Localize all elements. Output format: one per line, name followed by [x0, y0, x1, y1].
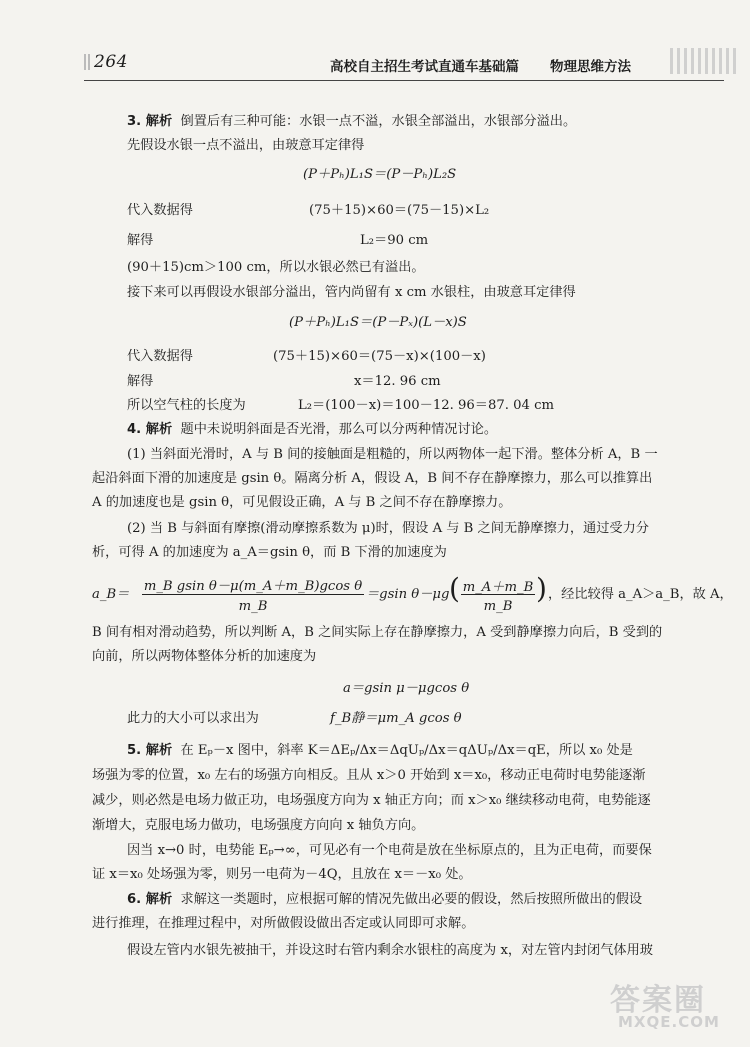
- s3-sol1-label: 解得: [127, 233, 154, 248]
- aB-denominator: m_B: [238, 599, 268, 614]
- s5-line-5: 因当 x→0 时，电势能 Eₚ→∞，可见必有一个电荷是放在坐标原点的，且为正电荷，而要保: [127, 843, 652, 858]
- s3-sub1-label: 代入数据得: [127, 203, 193, 218]
- s5-number: 5. 解析: [127, 743, 173, 758]
- s5-line-3: 减少，则必然是电场力做正功，电场强度方向为 x 轴正方向；而 x＞x₀ 继续移动电荷，电势能逐: [92, 793, 651, 808]
- s4-p2-line-5: 向前，所以两物体整体分析的加速度为: [92, 649, 317, 664]
- s6-line-1: [127, 892, 642, 908]
- s5-l1-text: 在 Eₚ－x 图中，斜率 K＝ΔEₚ/Δx＝ΔqUₚ/Δx＝qΔUₚ/Δx＝qE，所以 x₀ 处是: [180, 743, 633, 758]
- s6-number: 6. 解析: [127, 892, 173, 907]
- s3-line-2: 先假设水银一点不溢出，由玻意耳定律得: [127, 138, 365, 153]
- s5-line-2: 场强为零的位置，x₀ 左右的场强方向相反。且从 x＞0 开始到 x＝x₀，移动正电荷时电势能逐渐: [92, 768, 646, 783]
- page-header: [84, 46, 724, 78]
- s5-line-6: 证 x＝x₀ 处场强为零，则另一电荷为－4Q，且放在 x＝－x₀ 处。: [92, 867, 472, 882]
- left-paren: (: [449, 572, 460, 605]
- watermark-top-text: 答案圈: [610, 983, 706, 1018]
- s4-p2-line-2: 析，可得 A 的加速度为 a_A＝gsin θ，而 B 下滑的加速度为: [92, 545, 447, 560]
- aB-numerator: m_B gsin θ－μ(m_A＋m_B)gcos θ: [143, 579, 363, 594]
- header-rule: [84, 80, 724, 81]
- s4-p1-line-1: (1) 当斜面光滑时，A 与 B 间的接触面是粗糙的，所以两物体一起下滑。整体分析 A，B 一: [127, 447, 658, 462]
- aB-fraction-bar: [142, 594, 364, 595]
- s3-number: 3. 解析: [127, 114, 173, 129]
- s4-line-1: [127, 422, 497, 438]
- s3-line-7: 接下来可以再假设水银部分溢出，管内尚留有 x cm 水银柱，由玻意耳定律得: [127, 285, 576, 300]
- s4-force-label: 此力的大小可以求出为: [127, 711, 259, 726]
- s3-air-equation: L₂＝(100－x)＝100－12. 96＝87. 04 cm: [298, 398, 555, 413]
- aB-middle: ＝gsin θ－μg: [366, 587, 450, 602]
- s3-line-6: (90＋15)cm＞100 cm，所以水银必然已有溢出。: [127, 260, 425, 275]
- s3-sub1-equation: (75＋15)×60＝(75－15)×L₂: [309, 203, 490, 218]
- s3-sub2-equation: (75＋15)×60＝(75－x)×(100－x): [273, 349, 486, 364]
- s6-l1-text: 求解这一类题时，应根据可解的情况先做出必要的假设，然后按照所做出的假设: [180, 892, 643, 907]
- aB-tail: ，经比较得 a_A＞a_B，故 A，: [548, 587, 733, 602]
- s6-line-3: 假设左管内水银先被抽干，并设这时右管内剩余水银柱的高度为 x，对左管内封闭气体用玻: [127, 943, 653, 958]
- s3-line-1: [127, 114, 576, 130]
- s3-equation-2: (P＋Pₕ)L₁S＝(P－Pₓ)(L－x)S: [289, 315, 467, 330]
- right-paren: ): [536, 572, 547, 605]
- s4-equation-a: a＝gsin μ－μgcos θ: [343, 681, 470, 696]
- s3-sub2-label: 代入数据得: [127, 349, 193, 364]
- s5-line-4: 渐增大，克服电场力做功，电场强度方向向 x 轴负方向。: [92, 818, 425, 833]
- watermark-bottom-text: MXQE.COM: [618, 1013, 720, 1031]
- s3-sol2-label: 解得: [127, 374, 154, 389]
- aB-inner-fraction-bar: [461, 594, 535, 595]
- s6-line-2: 进行推理，在推理过程中，对所做假设做出否定或认同即可求解。: [92, 916, 475, 931]
- s4-p1-line-2: 起沿斜面下滑的加速度是 gsin θ。隔离分析 A，假设 A，B 间不存在静摩擦力，那么可以推算出: [92, 471, 653, 486]
- aB-lhs: a_B＝: [92, 587, 130, 602]
- aB-inner-numerator: m_A＋m_B: [462, 580, 534, 595]
- s4-force-equation: f_B静＝μm_A gcos θ: [330, 711, 462, 726]
- watermark-logo: [604, 975, 722, 1035]
- s3-equation-1: (P＋Pₕ)L₁S＝(P－Pₕ)L₂S: [303, 167, 457, 182]
- s3-sol2-equation: x＝12. 96 cm: [354, 374, 441, 389]
- section-title: 物理思维方法: [550, 59, 631, 75]
- s4-number: 4. 解析: [127, 422, 173, 437]
- s3-air-label: 所以空气柱的长度为: [127, 398, 246, 413]
- s3-sol1-equation: L₂＝90 cm: [360, 233, 429, 248]
- aB-inner-denominator: m_B: [483, 599, 513, 614]
- s4-p1-line-3: A 的加速度也是 gsin θ，可见假设正确，A 与 B 之间不存在静摩擦力。: [92, 495, 512, 510]
- s3-intro: 倒置后有三种可能：水银一点不溢，水银全部溢出，水银部分溢出。: [180, 114, 577, 129]
- page-number: 264: [84, 52, 128, 72]
- book-title: 高校自主招生考试直通车基础篇: [330, 59, 519, 75]
- header-decoration: [670, 48, 740, 74]
- s5-line-1: [127, 743, 633, 759]
- s4-intro: 题中未说明斜面是否光滑，那么可以分两种情况讨论。: [180, 422, 498, 437]
- s4-p2-line-1: (2) 当 B 与斜面有摩擦(滑动摩擦系数为 μ)时，假设 A 与 B 之间无静摩擦力，通过受力分: [127, 521, 649, 536]
- s4-p2-line-4: B 间有相对滑动趋势，所以判断 A，B 之间实际上存在静摩擦力，A 受到静摩擦力向后，B 受到的: [92, 625, 663, 640]
